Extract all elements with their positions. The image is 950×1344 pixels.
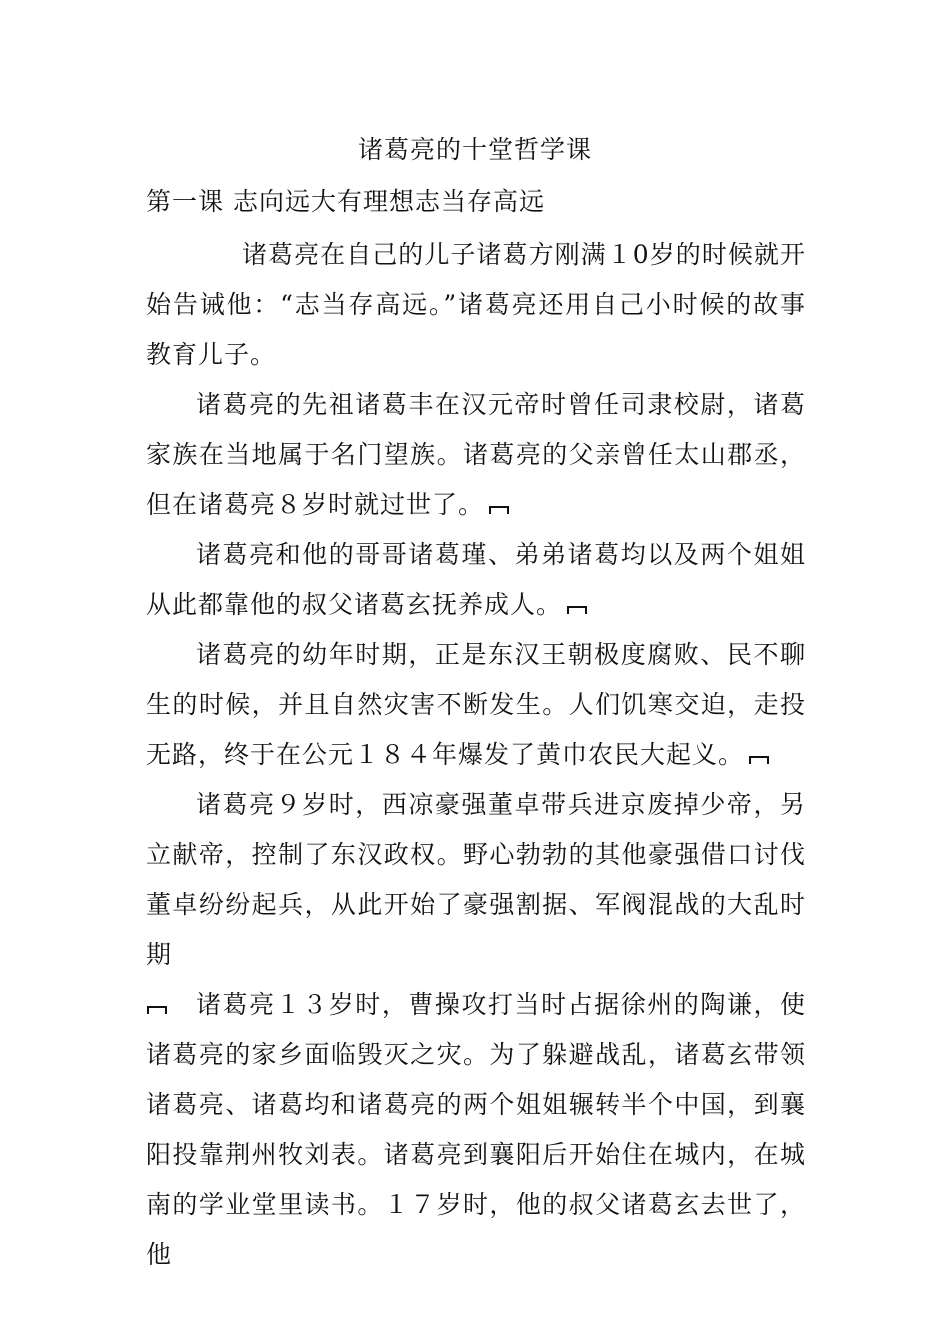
return-mark-icon [488, 503, 510, 515]
paragraph-3-text: 诸葛亮和他的哥哥诸葛瑾、弟弟诸葛均以及两个姐姐从此都靠他的叔父诸葛玄抚养成人。 [146, 540, 806, 619]
paragraph-1 [146, 230, 806, 380]
paragraph-4-text: 诸葛亮的幼年时期，正是东汉王朝极度腐败、民不聊生的时候，并且自然灾害不断发生。人们饥寒交迫，走投无路，终于在公元１８４年爆发了黄巾农民大起义。 [146, 640, 806, 769]
paragraph-2-text: 诸葛亮的先祖诸葛丰在汉元帝时曾任司隶校尉，诸葛家族在当地属于名门望族。诸葛亮的父亲曾任太山郡丞，但在诸葛亮８岁时就过世了。 [146, 390, 806, 519]
paragraph-5-text: 诸葛亮９岁时，西凉豪强董卓带兵进京废掉少帝，另立献帝，控制了东汉政权。野心勃勃的其他豪强借口讨伐董卓纷纷起兵，从此开始了豪强割据、军阀混战的大乱时期 [146, 790, 806, 969]
return-mark-icon [748, 753, 770, 765]
paragraph-1-text: 诸葛亮在自己的儿子诸葛方刚满１0岁的时候就开始告诫他：“志当存高远。”诸葛亮还用自己小时候的故事教育儿子。 [146, 240, 806, 369]
paragraph-4 [146, 630, 806, 780]
lesson-heading: 第一课 志向远大有理想志当存高远 [146, 187, 545, 216]
paragraph-3 [146, 530, 806, 630]
paragraph-2 [146, 380, 806, 530]
paragraph-6 [146, 980, 806, 1280]
return-mark-icon [566, 603, 588, 615]
paragraph-6-text: 诸葛亮１３岁时，曹操攻打当时占据徐州的陶谦，使诸葛亮的家乡面临毁灭之灾。为了躲避战乱，诸葛玄带领诸葛亮、诸葛均和诸葛亮的两个姐姐辗转半个中国，到襄阳投靠荆州牧刘表。诸葛亮到襄阳后开始住在城内，在城南的学业堂里读书。１７岁时，他的叔父诸葛玄去世了，他 [146, 990, 806, 1269]
document-title: 诸葛亮的十堂哲学课 [357, 135, 592, 164]
